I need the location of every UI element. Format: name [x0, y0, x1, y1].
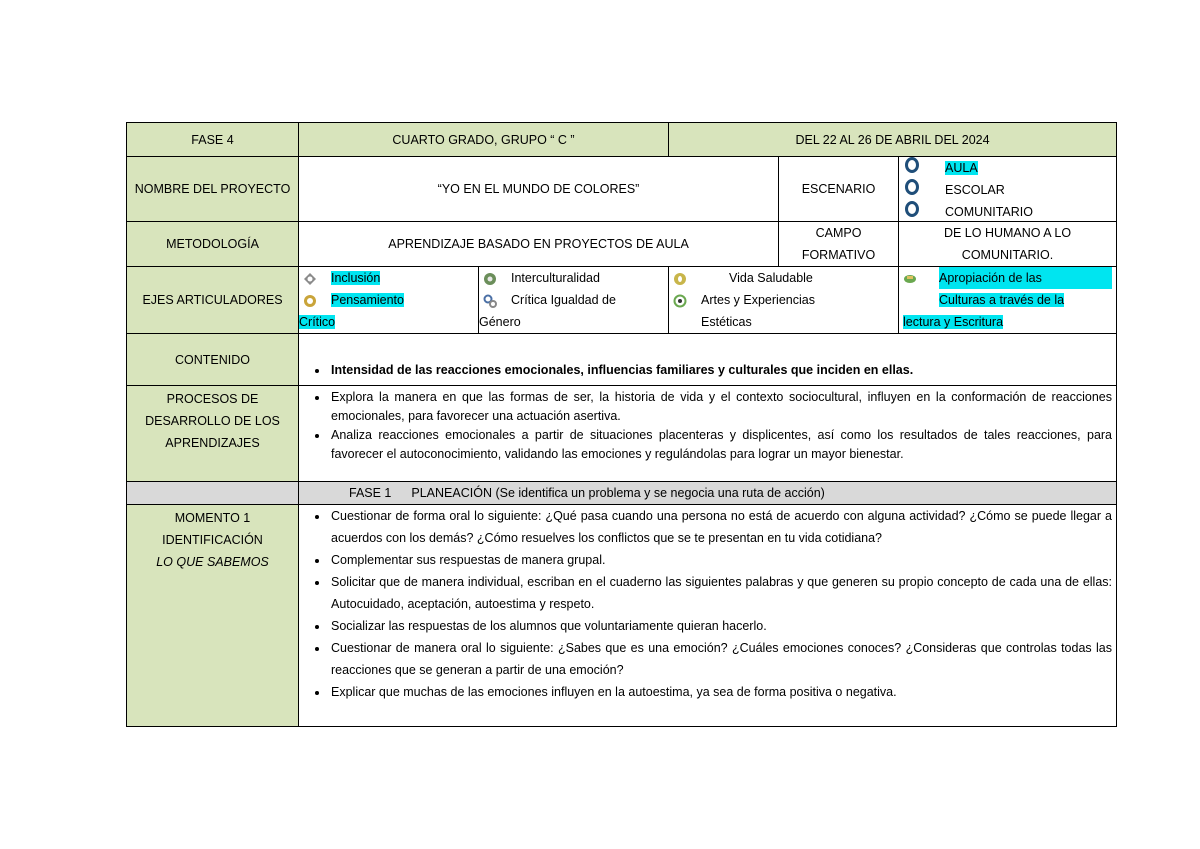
ejes-label: EJES ARTICULADORES [127, 267, 299, 334]
interculturalidad-icon [483, 272, 497, 286]
eje-interculturalidad: Interculturalidad Crítica Igualdad de Género [479, 267, 669, 334]
procesos-label: PROCESOS DE DESARROLLO DE LOS APRENDIZAJES [127, 386, 299, 482]
list-item: • Explicar que muchas de las emociones influyen en la autoestima, ya sea de forma positiva o negativa. [329, 681, 1112, 703]
fase-cell: FASE 4 [127, 123, 299, 157]
metodologia-value: APRENDIZAJE BASADO EN PROYECTOS DE AULA [299, 222, 779, 267]
artes-icon [673, 294, 687, 308]
escenario-label: ESCENARIO [779, 157, 899, 222]
ring-icon [905, 157, 919, 173]
metodologia-label: METODOLOGÍA [127, 222, 299, 267]
grado-cell: CUARTO GRADO, GRUPO “ C ” [299, 123, 669, 157]
fecha-cell: DEL 22 AL 26 DE ABRIL DEL 2024 [669, 123, 1117, 157]
eje-apropiacion: Apropiación de las Culturas a través de la lectura y Escritura [899, 267, 1117, 334]
list-item: • Cuestionar de manera oral lo siguiente: ¿Sabes que es una emoción? ¿Cuáles emociones conoces? ¿Consideras que controlas todas las reacciones que se generan a partir de una emoción? [329, 637, 1112, 681]
momento-label: MOMENTO 1 IDENTIFICACIÓN LO QUE SABEMOS [127, 505, 299, 727]
inclusion-icon [303, 272, 317, 286]
eje-vida-saludable: Vida Saludable Artes y Experiencias Estéticas [669, 267, 899, 334]
campo-label: CAMPO FORMATIVO [779, 222, 899, 267]
fase1-row: FASE 1 PLANEACIÓN (Se identifica un problema y se negocia una ruta de acción) [299, 482, 1117, 505]
list-item: • Cuestionar de forma oral lo siguiente: ¿Qué pasa cuando una persona no está de acuerdo con alguna actividad? ¿Cómo se puede llegar a acuerdos con los demás? ¿Cómo resuelves los conflictos que se te presentan en tu vida cotidiana? [329, 505, 1112, 549]
contenido-value: • Intensidad de las reacciones emocionales, influencias familiares y culturales que inciden en ellas. [299, 334, 1117, 386]
vida-saludable-icon [673, 272, 687, 286]
proyecto-label: NOMBRE DEL PROYECTO [127, 157, 299, 222]
campo-value: DE LO HUMANO A LO COMUNITARIO. [899, 222, 1117, 267]
contenido-label: CONTENIDO [127, 334, 299, 386]
igualdad-icon [483, 294, 497, 308]
eje-inclusion: Inclusión Pensamiento Crítico [299, 267, 479, 334]
escenario-aula: AULA [945, 161, 978, 175]
escenario-escolar: ESCOLAR [945, 183, 1005, 197]
ring-icon [905, 179, 919, 195]
list-item: • Socializar las respuestas de los alumnos que voluntariamente quieran hacerlo. [329, 615, 1112, 637]
planning-table [126, 122, 1117, 727]
proyecto-value: “YO EN EL MUNDO DE COLORES” [299, 157, 779, 222]
list-item: • Analiza reacciones emocionales a partir de situaciones placenteras y displicentes, así como los resultados de tales reacciones, para favorecer el autoconocimiento, validando las emociones y regulándolas para lograr un mayor bienestar. [329, 426, 1112, 464]
procesos-list [299, 386, 1117, 482]
pensamiento-icon [303, 294, 317, 308]
escenario-comunitario: COMUNITARIO [945, 205, 1033, 219]
ring-icon [905, 201, 919, 217]
list-item: • Solicitar que de manera individual, escriban en el cuaderno las siguientes palabras y que generen su propio concepto de cada una de ellas: Autocuidado, aceptación, autoestima y respeto. [329, 571, 1112, 615]
list-item: • Complementar sus respuestas de manera grupal. [329, 549, 1112, 571]
momento-list [299, 505, 1117, 727]
apropiacion-icon [903, 271, 917, 285]
escenario-list [899, 157, 1117, 222]
list-item: • Explora la manera en que las formas de ser, la historia de vida y el contexto sociocultural, influyen en la conformación de reacciones emocionales, para favorecer una actuación asertiva. [329, 388, 1112, 426]
